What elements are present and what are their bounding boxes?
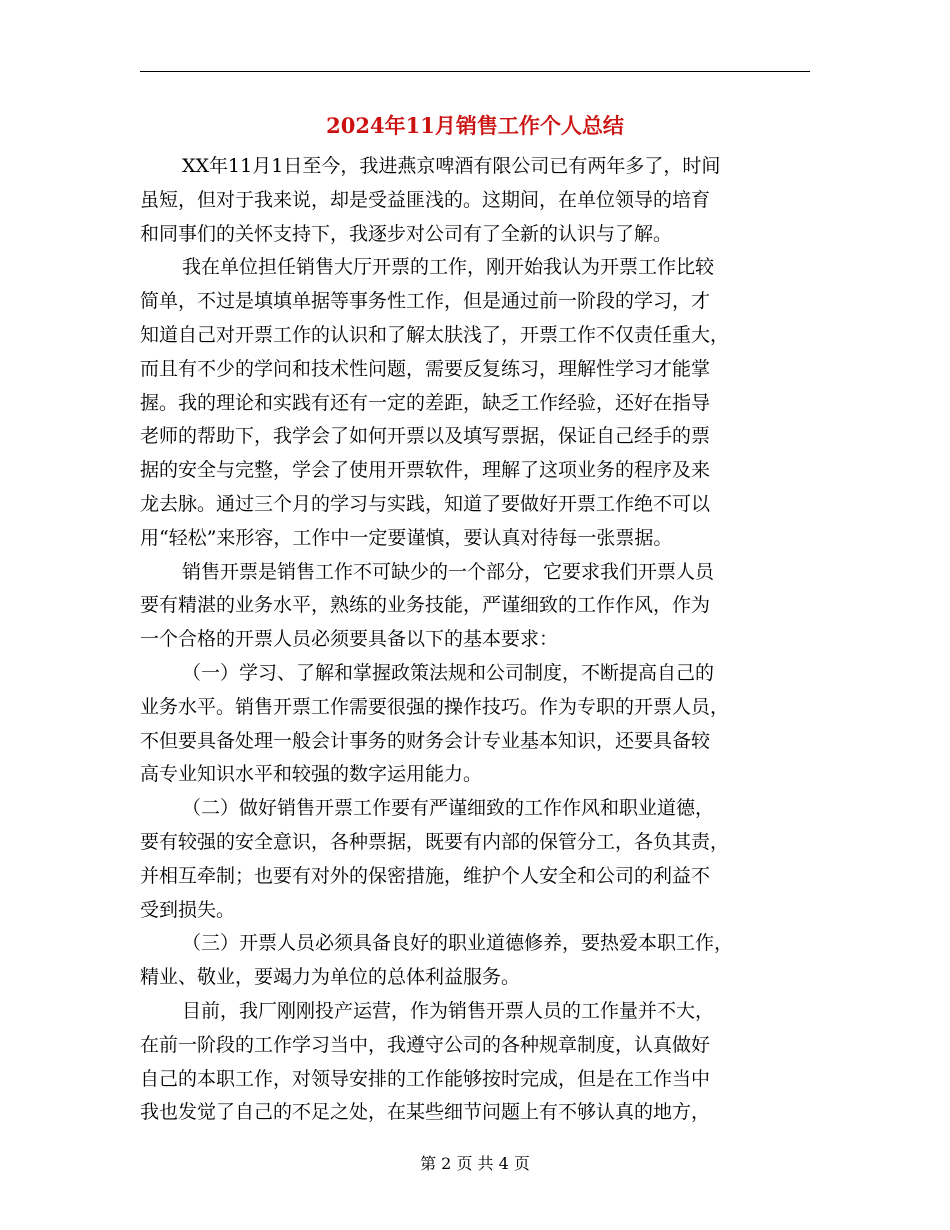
text-line: 目前，我厂刚刚投产运营，作为销售开票人员的工作量并不大， [182,999,715,1022]
document-title: 2024年11月销售工作个人总结 [326,113,624,138]
document-body [140,150,820,1130]
paragraph [140,556,820,657]
text-line: 要有精湛的业务水平，熟练的业务技能，严谨细致的工作作风，作为 [140,594,711,617]
text-line: （二）做好销售开票工作要有严谨细致的工作作风和职业道德， [182,797,715,820]
text-line: 受到损失。 [140,898,236,921]
text-line: 业务水平。销售开票工作需要很强的操作技巧。作为专职的开票人员， [140,695,730,718]
paragraph [140,792,820,927]
text-line: 我在单位担任销售大厅开票的工作，刚开始我认为开票工作比较 [182,256,715,279]
text-line: 虽短，但对于我来说，却是受益匪浅的。这期间，在单位领导的培育 [140,188,711,211]
text-line: 一个合格的开票人员必须要具备以下的基本要求： [140,628,559,651]
text-line: XX年11月1日至今，我进燕京啤酒有限公司已有两年多了，时间 [182,155,721,177]
text-line: 老师的帮助下，我学会了如何开票以及填写票据，保证自己经手的票 [140,425,711,448]
text-line: 并相互牵制；也要有对外的保密措施，维护个人安全和公司的利益不 [140,864,711,887]
text-line: 自己的本职工作，对领导安排的工作能够按时完成，但是在工作当中 [140,1067,711,1090]
text-line: 要有较强的安全意识，各种票据，既要有内部的保管分工，各负其责， [140,830,730,853]
paragraph [140,995,820,1130]
text-line: 用“轻松”来形容，工作中一定要谨慎，要认真对待每一张票据。 [140,526,673,549]
text-line: 高专业知识水平和较强的数字运用能力。 [140,763,483,786]
text-line: 不但要具备处理一般会计事务的财务会计专业基本知识，还要具备较 [140,729,711,752]
paragraph [140,927,820,995]
paragraph [140,657,820,792]
text-line: 知道自己对开票工作的认识和了解太肤浅了，开票工作不仅责任重大， [140,323,730,346]
text-line: 销售开票是销售工作不可缺少的一个部分，它要求我们开票人员 [182,560,715,583]
text-line: 而且有不少的学问和技术性问题，需要反复练习，理解性学习才能掌 [140,357,711,380]
page-number: 第 2 页 共 4 页 [420,1154,530,1173]
text-line: 简单，不过是填填单据等事务性工作，但是通过前一阶段的学习，才 [140,290,711,313]
text-line: 在前一阶段的工作学习当中，我遵守公司的各种规章制度，认真做好 [140,1033,711,1056]
paragraph [140,150,820,251]
header-rule [140,71,810,72]
text-line: （一）学习、了解和掌握政策法规和公司制度，不断提高自己的 [182,661,715,684]
text-line: 精业、敬业，要竭力为单位的总体利益服务。 [140,966,521,989]
text-line: 龙去脉。通过三个月的学习与实践，知道了要做好开票工作绝不可以 [140,492,711,515]
text-line: 和同事们的关怀支持下，我逐步对公司有了全新的认识与了解。 [140,222,673,245]
text-line: 据的安全与完整，学会了使用开票软件，理解了这项业务的程序及来 [140,459,711,482]
text-line: 我也发觉了自己的不足之处，在某些细节问题上有不够认真的地方， [140,1101,711,1124]
text-line: 握。我的理论和实践有还有一定的差距，缺乏工作经验，还好在指导 [140,391,711,414]
paragraph [140,251,820,555]
text-line: （三）开票人员必须具备良好的职业道德修养，要热爱本职工作， [182,932,734,955]
